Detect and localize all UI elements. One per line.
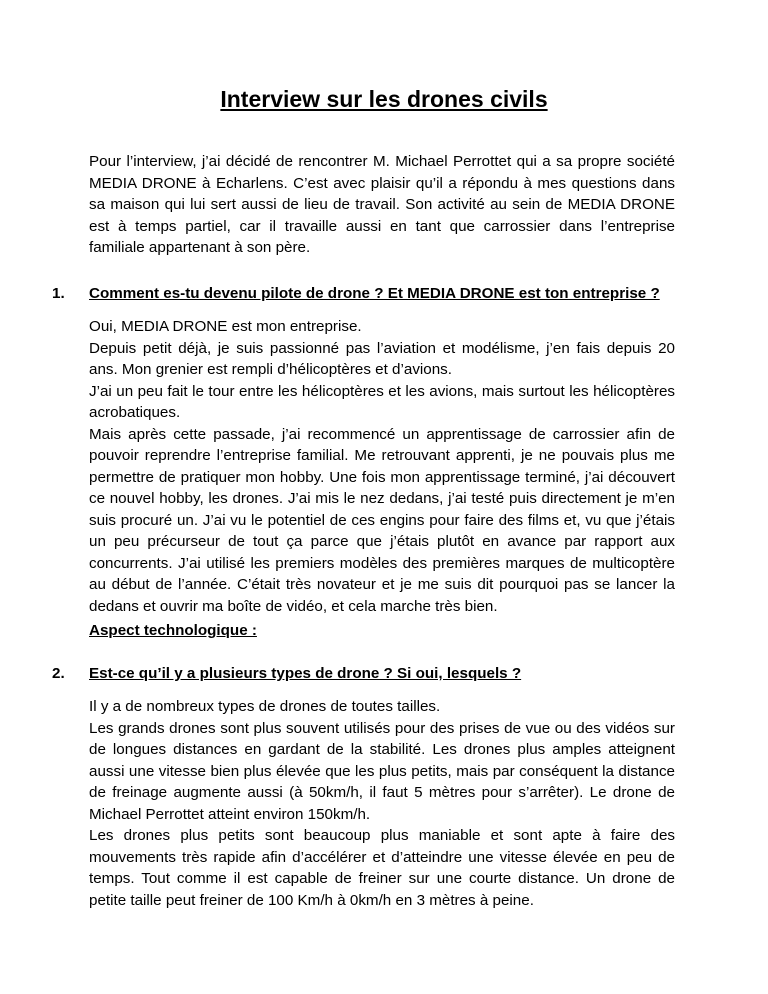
- answer-1-paragraph: Mais après cette passade, j’ai recommencé un apprentissage de carrossier afin de pouvoir reprendre l’entreprise familial. Me retrouvant apprenti, je ne pouvais plus me permettre de pratiquer mon hobby. Une fois mon apprentissage terminé, j’ai découvert ce nouvel hobby, les drones. J’ai mis le nez dedans, j’ai testé puis directement je m’en suis procuré un. J’ai vu le potentiel de ces engins pour faire des films et, vu que j’étais un peu précurseur de tout ça parce que j’étais plutôt en avance par rapport aux concurrents. J’ai utilisé les premiers modèles des premières marques de multicoptère au début de l’année. C’était très novateur et je me suis dit pourquoi pas se lancer la dedans et ouvrir ma boîte de vidéo, et cela marche très bien.: [89, 425, 675, 615]
- answer-1-paragraph: Depuis petit déjà, je suis passionné pas l’aviation et modélisme, j’en fais depuis 20 ans. Mon grenier est rempli d’hélicoptères et d’avions.: [89, 339, 675, 378]
- answer-1-paragraph: Oui, MEDIA DRONE est mon entreprise.: [89, 318, 362, 335]
- question-2-heading: [52, 663, 692, 685]
- intro-paragraph: [89, 151, 675, 259]
- answer-1: [89, 316, 675, 617]
- document-title: Interview sur les drones civils: [220, 86, 548, 112]
- answer-2: [89, 696, 675, 911]
- section-heading: Aspect technologique :: [89, 622, 257, 639]
- answer-2-paragraph: Les drones plus petits sont beaucoup plus maniable et sont apte à faire des mouvements très rapide afin d’accélérer et d’atteindre une vitesse élevée en peu de temps. Tout comme il est capable de freiner sur une courte distance. Un drone de petite taille peut freiner de 100 Km/h à 0km/h en 3 mètres à peine.: [89, 827, 675, 909]
- intro-text: Pour l’interview, j’ai décidé de rencontrer M. Michael Perrottet qui a sa propre société MEDIA DRONE à Echarlens. C’est avec plaisir qu’il a répondu à mes questions dans sa maison qui lui sert aussi de lieu de travail. Son activité au sein de MEDIA DRONE est à temps partiel, car il travaille aussi en tant que carrossier dans l’entreprise familiale appartenant à son père.: [89, 153, 675, 256]
- question-2-number: 2.: [52, 665, 65, 682]
- question-1-heading: [52, 283, 692, 305]
- question-1-number: 1.: [52, 285, 65, 302]
- answer-1-paragraph: J’ai un peu fait le tour entre les hélicoptères et les avions, mais surtout les hélicoptères acrobatiques.: [89, 382, 675, 421]
- question-2-text: Est-ce qu’il y a plusieurs types de drone ? Si oui, lesquels ?: [89, 665, 522, 682]
- answer-2-paragraph: Les grands drones sont plus souvent utilisés pour des prises de vue ou des vidéos sur de longues distances en gardant de la stabilité. Les drones plus amples atteignent aussi une vitesse bien plus élevée que les plus petits, mais par conséquent la distance de freinage augmente aussi (à 50km/h, il faut 5 mètres pour s’arrêter). Le drone de Michael Perrottet atteint environ 150km/h.: [89, 719, 675, 823]
- answer-2-paragraph: Il y a de nombreux types de drones de toutes tailles.: [89, 698, 441, 715]
- question-1-text: Comment es-tu devenu pilote de drone ? Et MEDIA DRONE est ton entreprise ?: [89, 285, 660, 302]
